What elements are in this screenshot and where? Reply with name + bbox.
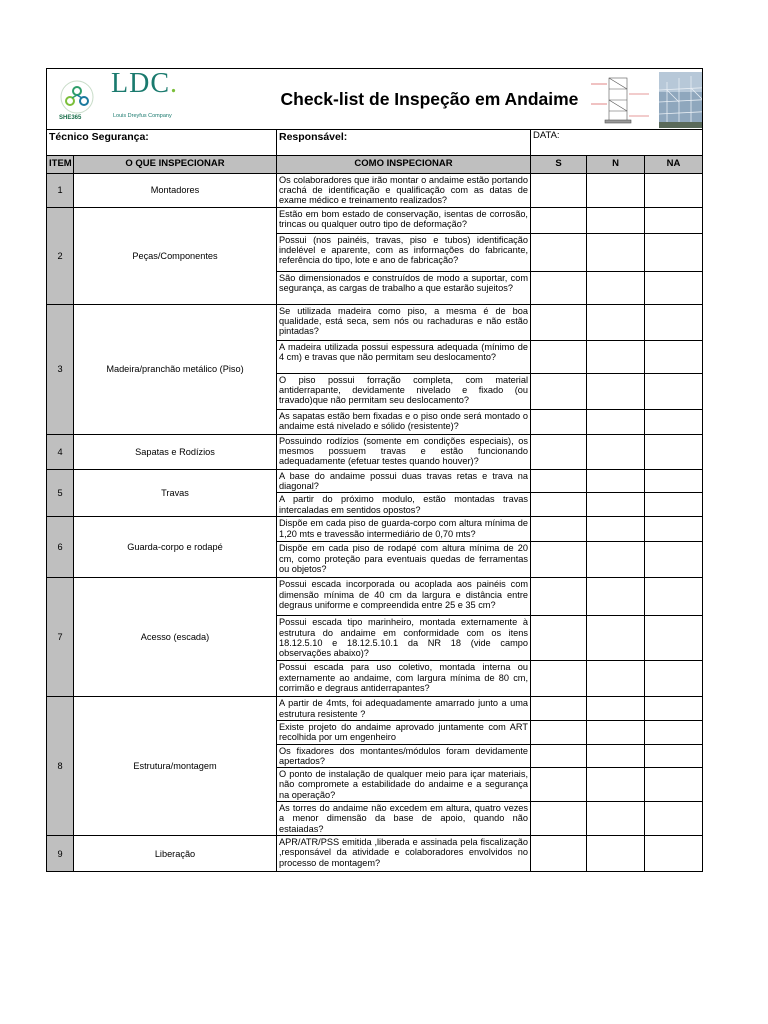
ldc-logo: LDC.: [111, 68, 178, 99]
inspect-criterion: A partir do próximo modulo, estão montadas travas intercaladas em sentidos opostos?: [277, 493, 531, 517]
check-cell-na[interactable]: [645, 435, 703, 470]
inspect-subject: Travas: [74, 470, 277, 517]
check-cell-n[interactable]: [587, 697, 645, 720]
inspect-subject: Liberação: [74, 836, 277, 872]
check-cell-s[interactable]: [531, 493, 587, 517]
check-cell-na[interactable]: [645, 410, 703, 435]
check-cell-na[interactable]: [645, 542, 703, 578]
check-cell-na[interactable]: [645, 744, 703, 767]
check-cell-n[interactable]: [587, 768, 645, 802]
table-row: [47, 435, 703, 470]
check-cell-na[interactable]: [645, 493, 703, 517]
check-cell-n[interactable]: [587, 174, 645, 208]
inspect-criterion: Existe projeto do andaime aprovado juntamente com ART recolhida por um engenheiro: [277, 720, 531, 744]
inspect-criterion: APR/ATR/PSS emitida ,liberada e assinada pela fiscalização ,responsável da atividade e colaboradores envolvidos no processo de montagem?: [277, 836, 531, 872]
check-cell-n[interactable]: [587, 836, 645, 872]
check-cell-s[interactable]: [531, 234, 587, 272]
check-cell-s[interactable]: [531, 836, 587, 872]
scaffold-photo-icon: [659, 72, 703, 128]
check-cell-n[interactable]: [587, 305, 645, 341]
check-cell-na[interactable]: [645, 697, 703, 720]
inspect-criterion: A partir de 4mts, foi adequadamente amarrado junto a uma estrutura resistente ?: [277, 697, 531, 720]
ldc-logo-subtext: Louis Dreyfus Company: [113, 113, 172, 119]
inspect-subject: Montadores: [74, 174, 277, 208]
table-row: [47, 174, 703, 208]
check-cell-n[interactable]: [587, 272, 645, 305]
info-row: [47, 130, 703, 156]
check-cell-n[interactable]: [587, 542, 645, 578]
item-number: 1: [47, 174, 74, 208]
check-cell-n[interactable]: [587, 517, 645, 542]
check-cell-n[interactable]: [587, 578, 645, 616]
check-cell-s[interactable]: [531, 435, 587, 470]
inspect-criterion: As torres do andaime não excedem em altura, quatro vezes a menor dimensão da base de apoio, quando não estaiadas?: [277, 802, 531, 836]
col-how: COMO INSPECIONAR: [277, 156, 531, 174]
check-cell-n[interactable]: [587, 470, 645, 493]
check-cell-s[interactable]: [531, 305, 587, 341]
scaffold-images: [587, 69, 703, 130]
check-cell-na[interactable]: [645, 470, 703, 493]
col-na: NA: [645, 156, 703, 174]
page-title: Check-list de Inspeção em Andaime: [277, 69, 587, 130]
table-row: [47, 208, 703, 234]
check-cell-s[interactable]: [531, 542, 587, 578]
check-cell-na[interactable]: [645, 272, 703, 305]
inspect-criterion: O ponto de instalação de qualquer meio para içar materiais, não compromete a estabilidade do andaime e a segurança na operação?: [277, 768, 531, 802]
table-row: [47, 470, 703, 493]
inspect-criterion: Possui escada incorporada ou acoplada aos painéis com dimensão mínima de 40 cm da largura e distância entre degraus uniforme e compreendida entre 25 e 35 cm?: [277, 578, 531, 616]
inspect-criterion: O piso possui forração completa, com material antiderrapante, devidamente nivelado e fixado (ou travado)que não permitam seu deslocamento?: [277, 374, 531, 410]
check-cell-s[interactable]: [531, 174, 587, 208]
check-cell-s[interactable]: [531, 517, 587, 542]
check-cell-n[interactable]: [587, 744, 645, 767]
inspect-criterion: Possuindo rodízios (somente em condições especiais), os mesmos possuem travas e estão funcionando adequadamente (efetuar testes quando houver)?: [277, 435, 531, 470]
check-cell-n[interactable]: [587, 410, 645, 435]
check-cell-n[interactable]: [587, 720, 645, 744]
item-number: 7: [47, 578, 74, 697]
header-row: [47, 69, 703, 130]
table-row: [47, 836, 703, 872]
item-number: 5: [47, 470, 74, 517]
she365-badge: SHE365: [59, 115, 82, 121]
checklist-sheet: [46, 68, 702, 872]
checklist-table: [46, 68, 703, 872]
check-cell-na[interactable]: [645, 374, 703, 410]
inspect-subject: Guarda-corpo e rodapé: [74, 517, 277, 578]
inspect-criterion: Possui (nos painéis, travas, piso e tubos) identificação indelével e aparente, com as informações do fabricante, referência do tipo, lote e ano de fabricação?: [277, 234, 531, 272]
item-number: 9: [47, 836, 74, 872]
check-cell-s[interactable]: [531, 720, 587, 744]
logo-area: [47, 69, 277, 130]
check-cell-na[interactable]: [645, 768, 703, 802]
table-row: [47, 578, 703, 616]
check-cell-s[interactable]: [531, 341, 587, 374]
inspect-criterion: Dispõe em cada piso de guarda-corpo com altura mínima de 1,20 mts e travessão intermediário de 0,70 mts?: [277, 517, 531, 542]
check-cell-s[interactable]: [531, 470, 587, 493]
inspect-criterion: Possui escada para uso coletivo, montada interna ou externamente ao andaime, com largura mínima de 80 cm, corrimão e degraus antiderrapantes?: [277, 661, 531, 697]
check-cell-na[interactable]: [645, 341, 703, 374]
check-cell-na[interactable]: [645, 720, 703, 744]
col-n: N: [587, 156, 645, 174]
check-cell-n[interactable]: [587, 661, 645, 697]
check-cell-n[interactable]: [587, 616, 645, 661]
tecnico-field[interactable]: Técnico Segurança:: [47, 130, 277, 156]
col-what: O QUE INSPECIONAR: [74, 156, 277, 174]
check-cell-na[interactable]: [645, 616, 703, 661]
table-row: [47, 517, 703, 542]
inspect-criterion: A madeira utilizada possui espessura adequada (mínimo de 4 cm) e travas que não permitam seu deslocamento?: [277, 341, 531, 374]
inspect-subject: Peças/Componentes: [74, 208, 277, 305]
col-item: ITEM: [47, 156, 74, 174]
check-cell-na[interactable]: [645, 234, 703, 272]
inspect-subject: Sapatas e Rodízios: [74, 435, 277, 470]
check-cell-s[interactable]: [531, 697, 587, 720]
check-cell-n[interactable]: [587, 208, 645, 234]
check-cell-na[interactable]: [645, 174, 703, 208]
check-cell-n[interactable]: [587, 374, 645, 410]
col-s: S: [531, 156, 587, 174]
check-cell-na[interactable]: [645, 836, 703, 872]
date-field[interactable]: DATA:: [531, 130, 703, 156]
table-row: [47, 305, 703, 341]
check-cell-s[interactable]: [531, 768, 587, 802]
check-cell-na[interactable]: [645, 208, 703, 234]
inspect-subject: Madeira/pranchão metálico (Piso): [74, 305, 277, 435]
item-number: 4: [47, 435, 74, 470]
check-cell-na[interactable]: [645, 305, 703, 341]
responsavel-field[interactable]: Responsável:: [277, 130, 531, 156]
inspect-criterion: São dimensionados e construídos de modo a suportar, com segurança, as cargas de trabalho a que estarão sujeitos?: [277, 272, 531, 305]
inspect-criterion: Dispõe em cada piso de rodapé com altura mínima de 20 cm, como proteção para eventuais quedas de ferramentas ou objetos?: [277, 542, 531, 578]
item-number: 2: [47, 208, 74, 305]
check-cell-s[interactable]: [531, 578, 587, 616]
inspect-criterion: As sapatas estão bem fixadas e o piso onde será montado o andaime está nivelado e sólido (resistente)?: [277, 410, 531, 435]
check-cell-s[interactable]: [531, 410, 587, 435]
check-cell-s[interactable]: [531, 616, 587, 661]
scaffold-diagram-icon: [587, 70, 657, 128]
inspect-criterion: Os colaboradores que irão montar o andaime estão portando crachá de identificação e qualificação com as datas de exame médico e treinamento realizados?: [277, 174, 531, 208]
column-header-row: [47, 156, 703, 174]
inspect-criterion: Se utilizada madeira como piso, a mesma é de boa qualidade, está seca, sem nós ou rachaduras e não estão pintadas?: [277, 305, 531, 341]
item-number: 6: [47, 517, 74, 578]
item-number: 3: [47, 305, 74, 435]
check-cell-na[interactable]: [645, 517, 703, 542]
check-cell-s[interactable]: [531, 272, 587, 305]
inspect-criterion: Possui escada tipo marinheiro, montada externamente à estrutura do andaime em conformidade com os itens 18.12.5.10 e 18.12.5.10.1 da NR 18 (vide campo observações abaixo)?: [277, 616, 531, 661]
inspect-criterion: Os fixadores dos montantes/módulos foram devidamente apertados?: [277, 744, 531, 767]
table-row: [47, 697, 703, 720]
check-cell-n[interactable]: [587, 435, 645, 470]
check-cell-s[interactable]: [531, 208, 587, 234]
check-cell-n[interactable]: [587, 234, 645, 272]
check-cell-s[interactable]: [531, 661, 587, 697]
check-cell-na[interactable]: [645, 802, 703, 836]
check-cell-n[interactable]: [587, 493, 645, 517]
inspect-subject: Estrutura/montagem: [74, 697, 277, 836]
check-cell-s[interactable]: [531, 374, 587, 410]
check-cell-na[interactable]: [645, 578, 703, 616]
inspect-subject: Acesso (escada): [74, 578, 277, 697]
check-cell-n[interactable]: [587, 802, 645, 836]
check-cell-s[interactable]: [531, 802, 587, 836]
check-cell-na[interactable]: [645, 661, 703, 697]
inspect-criterion: A base do andaime possui duas travas retas e trava na diagonal?: [277, 470, 531, 493]
check-cell-n[interactable]: [587, 341, 645, 374]
check-cell-s[interactable]: [531, 744, 587, 767]
item-number: 8: [47, 697, 74, 836]
inspect-criterion: Estão em bom estado de conservação, isentas de corrosão, trincas ou qualquer outro tipo de deformação?: [277, 208, 531, 234]
